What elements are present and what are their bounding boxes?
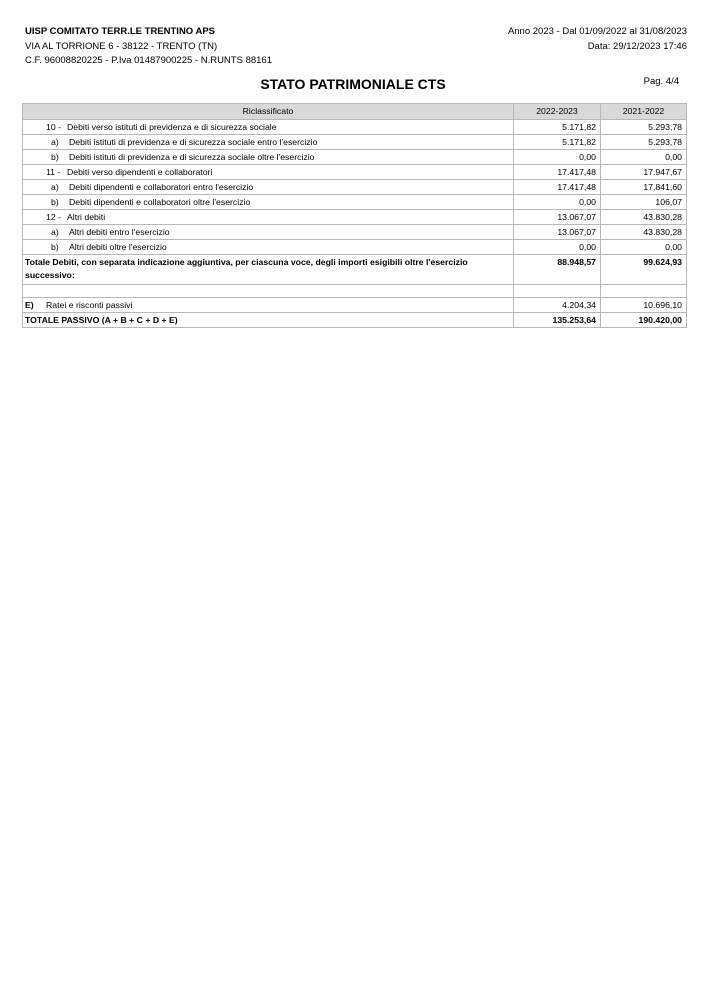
ratei-label: Ratei e risconti passivi xyxy=(46,300,133,310)
ratei-previous: 10.696,10 xyxy=(601,298,687,313)
row-prefix: b) xyxy=(51,197,59,207)
row-description xyxy=(23,120,514,135)
row-label: Altri debiti xyxy=(67,212,106,222)
row-label: Debiti verso istituti di previdenza e di sicurezza sociale xyxy=(67,122,277,132)
row-prefix: b) xyxy=(51,242,59,252)
blank-row xyxy=(23,285,687,298)
row-description xyxy=(23,165,514,180)
row-description xyxy=(23,225,514,240)
column-header-previous-year: 2021-2022 xyxy=(601,104,687,120)
totale-debiti-previous: 99.624,93 xyxy=(601,255,687,285)
row-description xyxy=(23,195,514,210)
row-label: Debiti dipendenti e collaboratori entro l'esercizio xyxy=(69,182,254,192)
row-value-previous: 106,07 xyxy=(601,195,687,210)
row-value-current: 13.067,07 xyxy=(514,225,601,240)
totale-passivo-row xyxy=(23,313,687,328)
row-description xyxy=(23,135,514,150)
column-header-current-year: 2022-2023 xyxy=(514,104,601,120)
table-row xyxy=(23,240,687,255)
row-value-previous: 5.293,78 xyxy=(601,120,687,135)
totale-debiti-label: Totale Debiti, con separata indicazione aggiuntiva, per ciascuna voce, degli importi esigibili oltre l'esercizio successivo: xyxy=(23,255,514,285)
row-value-current: 17.417,48 xyxy=(514,180,601,195)
row-label: Debiti dipendenti e collaboratori oltre l'esercizio xyxy=(69,197,251,207)
row-value-current: 0,00 xyxy=(514,240,601,255)
totale-passivo-label: TOTALE PASSIVO (A + B + C + D + E) xyxy=(23,313,514,328)
organization-address: VIA AL TORRIONE 6 - 38122 - TRENTO (TN) xyxy=(25,40,218,52)
row-value-previous: 43.830,28 xyxy=(601,225,687,240)
organization-tax-ids: C.F. 96008820225 - P.Iva 01487900225 - N.RUNTS 88161 xyxy=(25,55,272,66)
totale-passivo-current: 135.253,64 xyxy=(514,313,601,328)
row-value-previous: 0,00 xyxy=(601,150,687,165)
period-header xyxy=(508,25,687,54)
row-label: Altri debiti oltre l'esercizio xyxy=(69,242,167,252)
row-label: Debiti istituti di previdenza e di sicurezza sociale oltre l'esercizio xyxy=(69,152,315,162)
fiscal-period: Anno 2023 - Dal 01/09/2022 al 31/08/2023 xyxy=(507,26,687,37)
table-row xyxy=(23,225,687,240)
report-date: Data: 29/12/2023 17:46 xyxy=(587,40,687,52)
table-header-row xyxy=(23,104,687,120)
totale-debiti-current: 88.948,57 xyxy=(514,255,601,285)
page-title: STATO PATRIMONIALE CTS xyxy=(260,76,446,92)
row-description xyxy=(23,180,514,195)
page-number: Pag. 4/4 xyxy=(643,76,679,87)
row-prefix: 12 - xyxy=(46,212,61,222)
table-row xyxy=(23,210,687,225)
row-description xyxy=(23,240,514,255)
blank-cell xyxy=(601,285,687,298)
column-header-description: Riclassificato xyxy=(23,104,514,120)
row-label: Debiti istituti di previdenza e di sicurezza sociale entro l'esercizio xyxy=(69,137,318,147)
row-value-previous: 17.947,67 xyxy=(601,165,687,180)
row-value-previous: 17.841,60 xyxy=(601,180,687,195)
table-row xyxy=(23,195,687,210)
row-value-current: 5.171,82 xyxy=(514,120,601,135)
row-value-current: 17.417,48 xyxy=(514,165,601,180)
ratei-current: 4.204,34 xyxy=(514,298,601,313)
row-prefix: b) xyxy=(51,152,59,162)
ratei-prefix: E) xyxy=(25,300,34,310)
row-value-previous: 43.830,28 xyxy=(601,210,687,225)
row-prefix: 10 - xyxy=(46,122,61,132)
table-row xyxy=(23,135,687,150)
row-value-current: 0,00 xyxy=(514,195,601,210)
row-prefix: a) xyxy=(51,182,59,192)
table-row xyxy=(23,120,687,135)
totale-passivo-previous: 190.420,00 xyxy=(601,313,687,328)
table-row xyxy=(23,165,687,180)
row-description xyxy=(23,210,514,225)
ratei-row xyxy=(23,298,687,313)
table-row xyxy=(23,150,687,165)
row-label: Debiti verso dipendenti e collaboratori xyxy=(67,167,213,177)
organization-name: UISP COMITATO TERR.LE TRENTINO APS xyxy=(25,26,216,37)
blank-cell xyxy=(23,285,514,298)
row-value-current: 13.067,07 xyxy=(514,210,601,225)
row-value-current: 5.171,82 xyxy=(514,135,601,150)
totale-debiti-row xyxy=(23,255,687,285)
table-body xyxy=(23,120,687,328)
ratei-description xyxy=(23,298,514,313)
row-value-previous: 0,00 xyxy=(601,240,687,255)
row-value-previous: 5.293,78 xyxy=(601,135,687,150)
balance-sheet-table xyxy=(22,103,687,328)
row-prefix: 11 - xyxy=(46,167,61,177)
row-description xyxy=(23,150,514,165)
table-row xyxy=(23,180,687,195)
row-prefix: a) xyxy=(51,137,59,147)
row-prefix: a) xyxy=(51,227,59,237)
row-label: Altri debiti entro l'esercizio xyxy=(69,227,170,237)
blank-cell xyxy=(514,285,601,298)
company-header xyxy=(25,25,272,69)
row-value-current: 0,00 xyxy=(514,150,601,165)
